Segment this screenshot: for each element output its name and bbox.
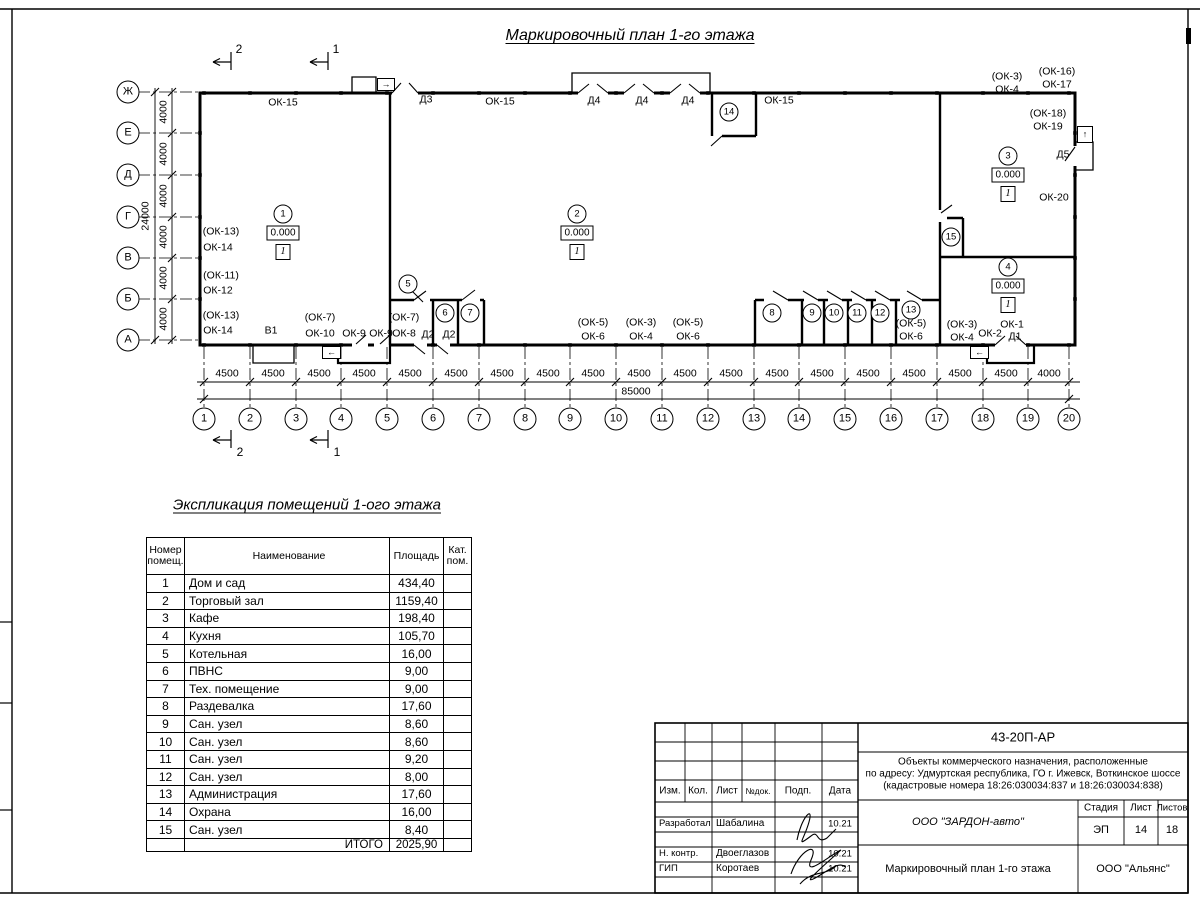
axis-number-20: 20 [1058, 408, 1081, 431]
plan-label: ОК-4 [995, 83, 1019, 96]
room-number-3: 3 [999, 147, 1018, 166]
stage-value: ЭП [1093, 824, 1109, 836]
plan-label: Д1 [1008, 330, 1022, 343]
plan-label: Д2 [442, 328, 456, 341]
plan-label: Д3 [419, 93, 433, 106]
section-mark-2: 2 [236, 445, 244, 459]
page-title: Маркировочный план 1-го этажа [505, 27, 755, 44]
axis-number-12: 12 [697, 408, 720, 431]
stamp-role: Н. контр. [659, 848, 699, 859]
axis-letter-Д: Д [117, 164, 140, 187]
plan-label: (ОК-5) [895, 317, 927, 330]
expl-row: 13 Администрация 17,60 [147, 786, 472, 804]
dim-label: 4000 [157, 266, 170, 290]
plan-label: Д4 [635, 94, 649, 107]
expl-row: 9 Сан. узел 8,60 [147, 715, 472, 733]
room-level: 0.000 [266, 226, 299, 241]
sheets-label: Листов [1156, 802, 1188, 814]
axis-number-8: 8 [514, 408, 537, 431]
customer-name: ООО "Альянс" [1096, 863, 1170, 875]
plan-label: ОК-9 [342, 327, 366, 340]
total-area: 2025,90 [390, 838, 444, 851]
sheet-label: Лист [1130, 802, 1152, 814]
plan-label: (ОК-3) [946, 318, 978, 331]
room-number-2: 2 [568, 205, 587, 224]
plan-label: ОК-14 [203, 241, 233, 254]
plan-label: Д4 [681, 94, 695, 107]
project-desc-line3: (кадастровые номера 18:26:030034:837 и 18:26:030034:838) [883, 780, 1163, 792]
plan-label: (ОК-3) [625, 316, 657, 329]
dim-label: 4000 [157, 142, 170, 166]
dim-label: 4500 [536, 367, 560, 380]
plan-label: (ОК-3) [991, 70, 1023, 83]
axis-number-19: 19 [1017, 408, 1040, 431]
room-level: 0.000 [560, 226, 593, 241]
expl-row: 14 Охрана 16,00 [147, 803, 472, 821]
room-finish-type: 1 [1001, 297, 1016, 313]
plan-label: ОК-14 [203, 324, 233, 337]
plan-label: (ОК-13) [202, 309, 240, 322]
plan-label: (ОК-11) [203, 269, 239, 282]
axis-number-5: 5 [376, 408, 399, 431]
dim-label: 4500 [490, 367, 514, 380]
interior-walls [390, 93, 1075, 345]
col-header-category: Кат. пом. [444, 538, 472, 575]
dim-label: 4500 [856, 367, 880, 380]
dim-label: 4000 [157, 100, 170, 124]
plan-label: (ОК-18) [1029, 107, 1067, 120]
expl-row: 15 Сан. узел 8,40 [147, 821, 472, 839]
axis-number-13: 13 [743, 408, 766, 431]
dim-label: 4500 [261, 367, 285, 380]
expl-row: 1 Дом и сад 434,40 [147, 575, 472, 593]
entry-arrow-up-icon: ↑ [1077, 126, 1093, 143]
stamp-role: Разработал [659, 818, 711, 829]
plan-label: ОК-6 [899, 330, 923, 343]
stamp-role: ГИП [659, 863, 678, 874]
axis-number-9: 9 [559, 408, 582, 431]
dim-label: 4000 [157, 307, 170, 331]
plan-label: ОК-15 [268, 96, 298, 109]
axis-number-6: 6 [422, 408, 445, 431]
stamp-col-izm: Изм. [659, 785, 681, 797]
plan-label: ОК-12 [203, 284, 233, 297]
dim-label: 4500 [994, 367, 1018, 380]
dim-label: 4500 [215, 367, 239, 380]
col-header-area: Площадь [390, 538, 444, 575]
dim-label: 4500 [948, 367, 972, 380]
expl-row: 2 Торговый зал 1159,40 [147, 592, 472, 610]
room-number-10: 10 [825, 304, 844, 323]
stamp-col-kol: Кол. [688, 785, 708, 797]
plan-label: ОК-17 [1042, 78, 1072, 91]
plan-label: ОК-19 [1033, 120, 1063, 133]
plan-label: (ОК-7) [388, 311, 420, 324]
plan-label: (ОК-5) [577, 316, 609, 329]
stamp-date: 10.21 [828, 863, 852, 875]
axis-number-2: 2 [239, 408, 262, 431]
room-number-6: 6 [436, 304, 455, 323]
dim-label: 4500 [673, 367, 697, 380]
room-number-13: 13 [902, 301, 921, 320]
section-mark-1: 1 [332, 42, 340, 56]
room-explication-table [146, 537, 472, 852]
axis-letter-Г: Г [117, 206, 140, 229]
section-mark-2: 2 [235, 42, 243, 56]
doc-code: 43-20П-АР [990, 729, 1056, 745]
room-level: 0.000 [991, 168, 1024, 183]
plan-label: (ОК-13) [202, 225, 240, 238]
project-desc-line1: Объекты коммерческого назначения, расположенные [898, 756, 1148, 768]
axis-letter-Е: Е [117, 122, 140, 145]
axis-number-1: 1 [193, 408, 216, 431]
plan-label: ОК-4 [950, 331, 974, 344]
expl-row: 8 Раздевалка 17,60 [147, 698, 472, 716]
exterior-walls [200, 92, 1075, 347]
plan-label: ОК-8 [392, 327, 416, 340]
dim-label: 4000 [157, 225, 170, 249]
dim-label: 4000 [1037, 367, 1061, 380]
stamp-col-podp: Подп. [784, 785, 812, 797]
entry-vestibules-thick [338, 345, 1034, 363]
room-number-9: 9 [803, 304, 822, 323]
axis-letter-В: В [117, 247, 140, 270]
stamp-name: Шабалина [716, 818, 765, 829]
dim-label: 4000 [157, 184, 170, 208]
dim-label: 4500 [810, 367, 834, 380]
axis-number-15: 15 [834, 408, 857, 431]
axis-number-14: 14 [788, 408, 811, 431]
room-number-4: 4 [999, 258, 1018, 277]
expl-row: 6 ПВНС 9,00 [147, 662, 472, 680]
plan-label: ОК-4 [629, 330, 653, 343]
room-number-12: 12 [871, 304, 890, 323]
dim-label: 4500 [627, 367, 651, 380]
plan-label: Д4 [587, 94, 601, 107]
plan-label: ОК-15 [764, 94, 794, 107]
plan-label: (ОК-5) [672, 316, 704, 329]
expl-row: 4 Кухня 105,70 [147, 627, 472, 645]
project-desc-line2: по адресу: Удмуртская республика, ГО г. Ижевск, Воткинское шоссе [865, 768, 1181, 780]
dim-label: 4500 [765, 367, 789, 380]
axis-number-3: 3 [285, 408, 308, 431]
axis-letter-Ж: Ж [117, 81, 140, 104]
sheet-number: 14 [1134, 824, 1148, 836]
plan-label: Д2 [421, 328, 435, 341]
dim-label: 4500 [581, 367, 605, 380]
room-level: 0.000 [991, 279, 1024, 294]
stamp-col-data: Дата [828, 785, 852, 797]
axis-number-16: 16 [880, 408, 903, 431]
axis-number-18: 18 [972, 408, 995, 431]
col-header-number: Номер помещ. [147, 538, 185, 575]
room-number-8: 8 [763, 304, 782, 323]
dim-label: 4500 [398, 367, 422, 380]
room-number-7: 7 [461, 304, 480, 323]
plan-label: ОК-1 [1000, 318, 1024, 331]
expl-row: 12 Сан. узел 8,00 [147, 768, 472, 786]
stamp-col-ndok: №док. [745, 786, 771, 796]
stamp-date: 10.21 [828, 848, 852, 860]
stamp-col-list: Лист [716, 785, 738, 797]
total-label: ИТОГО [185, 838, 390, 851]
stamp-date: 10.21 [828, 818, 852, 830]
expl-row: 11 Сан. узел 9,20 [147, 750, 472, 768]
axis-number-4: 4 [330, 408, 353, 431]
axis-letter-А: А [117, 329, 140, 352]
stamp-drawing-title: Маркировочный план 1-го этажа [885, 863, 1051, 875]
axis-letter-Б: Б [117, 288, 140, 311]
plan-label: ОК-10 [305, 327, 335, 340]
plan-label: ОК-6 [676, 330, 700, 343]
plan-label: ОК-20 [1039, 191, 1069, 204]
entry-arrow-left-icon: ← [322, 346, 341, 359]
room-finish-type: 1 [570, 244, 585, 260]
dim-label: 4500 [719, 367, 743, 380]
dim-total-left: 24000 [139, 201, 152, 231]
stamp-name: Двоеглазов [716, 848, 770, 859]
room-number-15: 15 [942, 228, 961, 247]
expl-row: 7 Тех. помещение 9,00 [147, 680, 472, 698]
dim-total-bottom: 85000 [618, 387, 653, 398]
entry-arrow-left-icon: ← [970, 346, 989, 359]
plan-label: В1 [264, 324, 278, 337]
expl-row: 3 Кафе 198,40 [147, 610, 472, 628]
dim-label: 4500 [902, 367, 926, 380]
expl-row: 5 Котельная 16,00 [147, 645, 472, 663]
entry-arrow-right-icon: → [377, 78, 395, 91]
stamp-name: Коротаев [716, 863, 760, 874]
axis-number-17: 17 [926, 408, 949, 431]
room-finish-type: 1 [276, 244, 291, 260]
plan-label: (ОК-16) [1038, 65, 1076, 78]
plan-label: (ОК-7) [304, 311, 336, 324]
plan-label: ОК-9 [369, 327, 393, 340]
room-number-11: 11 [848, 304, 867, 323]
col-header-name: Наименование [185, 538, 390, 575]
room-number-14: 14 [720, 103, 739, 122]
room-number-5: 5 [399, 275, 418, 294]
plan-label: Д5 [1056, 148, 1070, 161]
dim-label: 4500 [352, 367, 376, 380]
dim-label: 4500 [307, 367, 331, 380]
company-name: ООО "ЗАРДОН-авто" [912, 816, 1024, 828]
plan-label: ОК-2 [978, 327, 1002, 340]
sheets-total: 18 [1165, 824, 1179, 836]
expl-table-title: Экспликация помещений 1-ого этажа [173, 496, 441, 514]
plan-label: ОК-15 [485, 95, 515, 108]
room-number-1: 1 [274, 205, 293, 224]
room-finish-type: 1 [1001, 186, 1016, 202]
axis-number-10: 10 [605, 408, 628, 431]
expl-row: 10 Сан. узел 8,60 [147, 733, 472, 751]
section-mark-1: 1 [333, 445, 341, 459]
plan-label: ОК-6 [581, 330, 605, 343]
axis-number-11: 11 [651, 408, 674, 431]
dim-label: 4500 [444, 367, 468, 380]
stage-label: Стадия [1083, 802, 1119, 814]
axis-number-7: 7 [468, 408, 491, 431]
